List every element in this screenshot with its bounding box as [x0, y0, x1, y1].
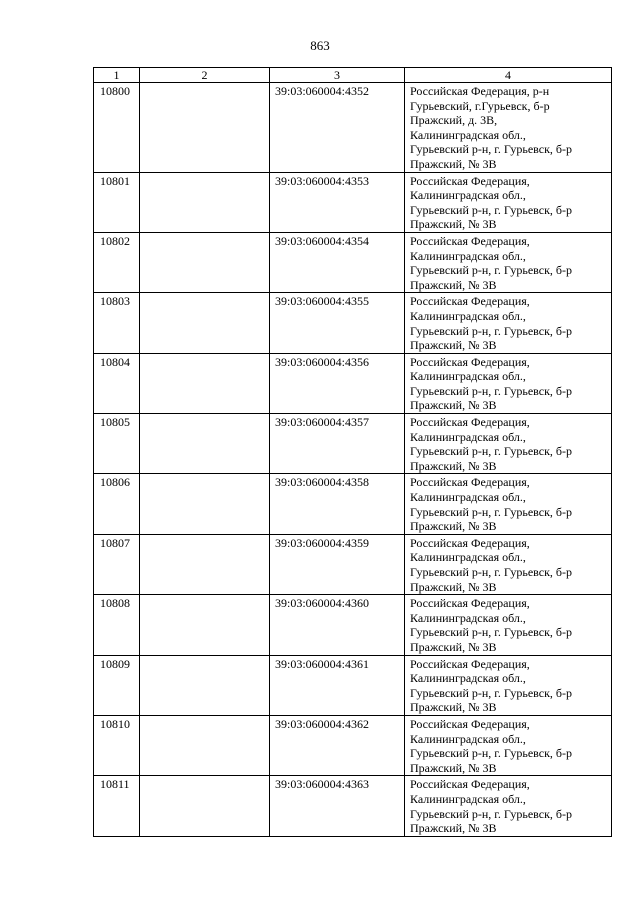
row-number-cell: 10809 [94, 655, 140, 715]
address-line: Российская Федерация, [410, 535, 530, 550]
address-line: Российская Федерация, [410, 294, 530, 309]
address-cell [405, 534, 612, 594]
address-cell [405, 776, 612, 836]
address-line: Калининградская обл., [410, 429, 526, 444]
address-line: Пражский, № 3В [410, 519, 497, 534]
row-number-cell: 10806 [94, 474, 140, 534]
address-line: Гурьевский р-н, г. Гурьевск, б-р [410, 383, 572, 398]
address-line: Пражский, № 3В [410, 639, 497, 654]
table-header [94, 68, 612, 83]
empty-cell [140, 293, 270, 353]
row-number-cell: 10801 [94, 172, 140, 232]
address-line: Гурьевский р-н, г. Гурьевск, б-р [410, 323, 572, 338]
address-line: Пражский, № 3В [410, 458, 497, 473]
cadastral-number-cell: 39:03:060004:4355 [270, 293, 405, 353]
address-line: Гурьевский р-н, г. Гурьевск, б-р [410, 263, 572, 278]
address-line: Гурьевский р-н, г. Гурьевск, б-р [410, 685, 572, 700]
empty-cell [140, 414, 270, 474]
empty-cell [140, 172, 270, 232]
table-row [94, 655, 612, 715]
table-body [94, 83, 612, 837]
empty-cell [140, 776, 270, 836]
address-line: Гурьевский р-н, г. Гурьевск, б-р [410, 142, 572, 157]
header-cell-3: 3 [270, 68, 405, 83]
address-cell [405, 414, 612, 474]
table-row [94, 83, 612, 173]
address-line: Российская Федерация, р-н [410, 84, 550, 98]
table-row [94, 414, 612, 474]
table-row [94, 232, 612, 292]
table-row [94, 172, 612, 232]
table-row [94, 776, 612, 836]
address-cell [405, 474, 612, 534]
row-number-cell: 10803 [94, 293, 140, 353]
cadastral-number-cell: 39:03:060004:4363 [270, 776, 405, 836]
address-cell [405, 172, 612, 232]
row-number-cell: 10804 [94, 353, 140, 413]
address-line: Пражский, № 3В [410, 156, 497, 171]
cadastral-number-cell: 39:03:060004:4356 [270, 353, 405, 413]
address-line: Калининградская обл., [410, 610, 526, 625]
table-row [94, 715, 612, 775]
address-line: Пражский, № 3В [410, 579, 497, 594]
empty-cell [140, 655, 270, 715]
address-line: Калининградская обл., [410, 490, 526, 505]
row-number-cell: 10810 [94, 715, 140, 775]
address-line: Пражский, № 3В [410, 277, 497, 292]
table-row [94, 595, 612, 655]
row-number-cell: 10800 [94, 83, 140, 173]
address-line: Гурьевский, г.Гурьевск, б-р [410, 98, 550, 113]
cadastral-number-cell: 39:03:060004:4359 [270, 534, 405, 594]
empty-cell [140, 595, 270, 655]
address-line: Пражский, № 3В [410, 760, 497, 775]
address-cell [405, 353, 612, 413]
table-row [94, 474, 612, 534]
header-cell-2: 2 [140, 68, 270, 83]
address-cell [405, 715, 612, 775]
address-line: Пражский, № 3В [410, 338, 497, 353]
address-line: Гурьевский р-н, г. Гурьевск, б-р [410, 565, 572, 579]
address-cell [405, 293, 612, 353]
registry-table [93, 67, 612, 837]
address-line: Калининградская обл., [410, 791, 526, 806]
empty-cell [140, 715, 270, 775]
cadastral-number-cell: 39:03:060004:4352 [270, 83, 405, 173]
address-line: Пражский, № 3В [410, 821, 497, 836]
address-line: Российская Федерация, [410, 777, 530, 792]
address-line: Гурьевский р-н, г. Гурьевск, б-р [410, 202, 572, 217]
table-row [94, 293, 612, 353]
cadastral-number-cell: 39:03:060004:4353 [270, 172, 405, 232]
address-line: Гурьевский р-н, г. Гурьевск, б-р [410, 504, 572, 519]
address-line: Гурьевский р-н, г. Гурьевск, б-р [410, 444, 572, 459]
address-line: Калининградская обл., [410, 369, 526, 384]
address-cell [405, 595, 612, 655]
address-line: Гурьевский р-н, г. Гурьевск, б-р [410, 806, 572, 821]
cadastral-number-cell: 39:03:060004:4362 [270, 715, 405, 775]
address-line: Калининградская обл., [410, 308, 526, 323]
header-row [94, 68, 612, 83]
address-line: Российская Федерация, [410, 716, 530, 731]
cadastral-number-cell: 39:03:060004:4360 [270, 595, 405, 655]
table-row [94, 534, 612, 594]
row-number-cell: 10807 [94, 534, 140, 594]
address-line: Российская Федерация, [410, 656, 530, 671]
address-line: Российская Федерация, [410, 233, 530, 248]
cadastral-number-cell: 39:03:060004:4354 [270, 232, 405, 292]
address-line: Пражский, № 3В [410, 398, 497, 413]
empty-cell [140, 232, 270, 292]
page-number: 863 [310, 38, 330, 53]
address-line: Калининградская обл., [410, 188, 526, 203]
address-line: Калининградская обл., [410, 127, 526, 142]
address-line: Российская Федерация, [410, 173, 530, 188]
address-line: Калининградская обл., [410, 671, 526, 686]
address-line: Калининградская обл., [410, 731, 526, 746]
cadastral-number-cell: 39:03:060004:4358 [270, 474, 405, 534]
row-number-cell: 10805 [94, 414, 140, 474]
address-line: Гурьевский р-н, г. Гурьевск, б-р [410, 625, 572, 640]
cadastral-number-cell: 39:03:060004:4361 [270, 655, 405, 715]
address-line: Гурьевский р-н, г. Гурьевск, б-р [410, 746, 572, 761]
header-cell-4: 4 [405, 68, 612, 83]
row-number-cell: 10811 [94, 776, 140, 836]
empty-cell [140, 353, 270, 413]
address-cell [405, 232, 612, 292]
empty-cell [140, 83, 270, 173]
address-cell [405, 83, 612, 173]
address-line: Калининградская обл., [410, 248, 526, 263]
row-number-cell: 10808 [94, 595, 140, 655]
address-cell [405, 655, 612, 715]
empty-cell [140, 534, 270, 594]
address-line: Российская Федерация, [410, 354, 530, 369]
address-line: Российская Федерация, [410, 475, 530, 490]
address-line: Российская Федерация, [410, 596, 530, 611]
cadastral-number-cell: 39:03:060004:4357 [270, 414, 405, 474]
table-row [94, 353, 612, 413]
header-cell-1: 1 [94, 68, 140, 83]
address-line: Пражский, № 3В [410, 700, 497, 715]
address-line: Пражский, № 3В [410, 217, 497, 232]
address-line: Российская Федерация, [410, 415, 530, 430]
empty-cell [140, 474, 270, 534]
row-number-cell: 10802 [94, 232, 140, 292]
address-line: Калининградская обл., [410, 550, 526, 565]
address-line: Пражский, д. 3В, [410, 113, 498, 128]
